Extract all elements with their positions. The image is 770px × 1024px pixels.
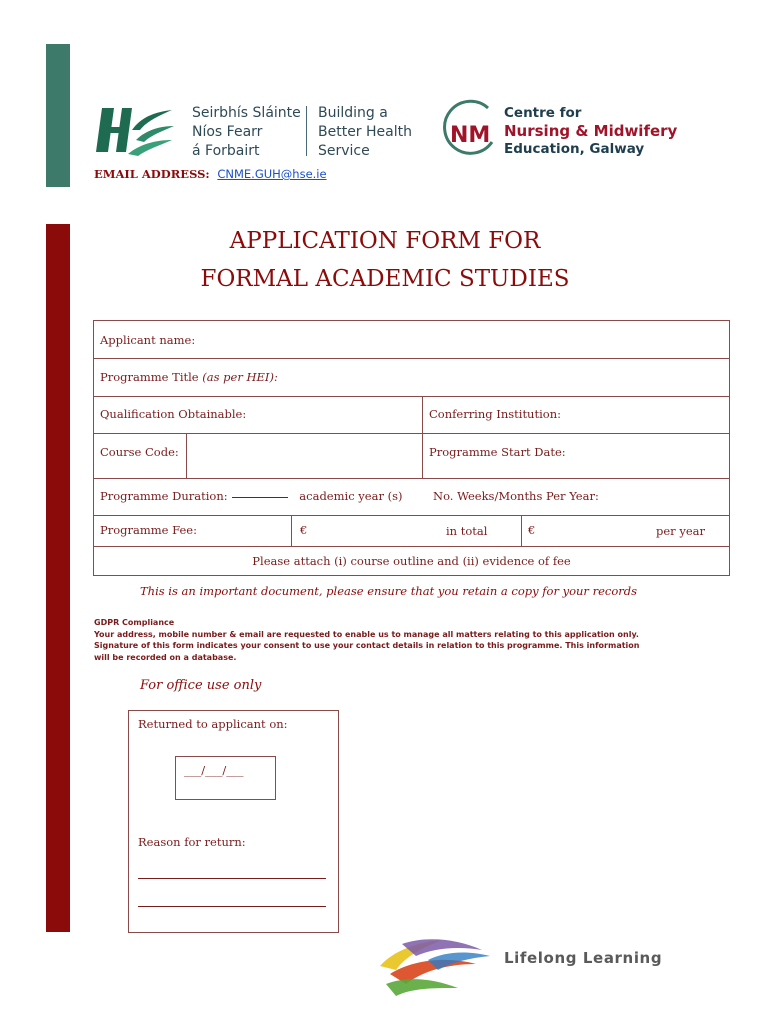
cnme-line: Education, Galway [504,141,645,157]
academic-year-label: academic year (s) [299,489,403,503]
row-divider [94,478,729,479]
row-divider [94,515,729,516]
reason-label: Reason for return: [138,835,246,849]
duration-label: Programme Duration: [100,489,228,503]
attach-instructions: Please attach (i) course outline and (ii) evidence of fee [252,554,571,568]
cnme-line: Nursing & Midwifery [504,122,678,140]
hse-words-line: Service [318,143,370,159]
title-line-2: FORMAL ACADEMIC STUDIES [200,266,570,292]
row-divider [94,546,729,547]
cnme-logo-icon [436,96,500,156]
hse-logo-icon [92,100,176,160]
returned-label: Returned to applicant on: [138,717,288,731]
cnme-name [504,104,677,158]
office-use-label: For office use only [140,678,262,693]
hse-words-line: á Forbairt [192,143,260,159]
hse-words-line: Seirbhís Sláinte [192,105,301,121]
programme-title-note: (as per HEI): [202,370,278,384]
hse-words-line: Níos Fearr [192,124,263,140]
return-date-placeholder: ___/___/___ [184,763,244,777]
return-date-box[interactable] [175,756,276,800]
gdpr-notice [94,617,714,663]
retain-copy-note: This is an important document, please ensure that you retain a copy for your records [140,584,638,598]
reason-line[interactable] [138,878,326,879]
col-divider [422,396,423,478]
programme-title-label: Programme Title [100,370,199,384]
hse-irish-text [192,104,301,161]
hse-english-text [318,104,412,161]
qualification-field[interactable]: Qualification Obtainable: [100,407,247,421]
lifelong-learning-text: Lifelong Learning [504,949,663,967]
title-line-1: APPLICATION FORM FOR [229,228,541,254]
duration-blank[interactable] [232,497,288,498]
course-code-label: Course Code: [100,445,179,459]
euro-symbol: € [300,523,308,537]
row-divider [94,433,729,434]
weeks-per-year-field[interactable]: No. Weeks/Months Per Year: [433,489,599,503]
lifelong-learning-logo-icon [372,930,502,1000]
gdpr-line: will be recorded on a database. [94,652,237,662]
in-total-label: in total [446,524,488,538]
euro-symbol: € [528,523,536,537]
office-use-box [128,710,339,933]
conferring-institution-field[interactable]: Conferring Institution: [429,407,561,421]
gdpr-line: Your address, mobile number & email are requested to enable us to manage all matters relating to this application only. [94,629,639,639]
hse-words-line: Building a [318,105,388,121]
gdpr-heading: GDPR Compliance [94,618,175,627]
programme-title-field[interactable] [100,370,278,384]
programme-fee-label: Programme Fee: [100,523,197,537]
col-divider [186,433,187,478]
row-divider [94,396,729,397]
course-code-input[interactable] [192,439,414,471]
start-date-field[interactable]: Programme Start Date: [429,445,566,459]
hse-divider [306,106,307,156]
cnme-line: Centre for [504,105,582,121]
row-divider [94,358,729,359]
email-link[interactable]: CNME.GUH@hse.ie [217,167,327,181]
email-row [94,167,327,181]
programme-duration-field[interactable] [100,489,402,503]
application-form-table [93,320,730,576]
hse-words-line: Better Health [318,124,412,140]
applicant-name-field[interactable]: Applicant name: [100,333,196,347]
cnme-initials: NM [450,123,491,148]
gdpr-line: Signature of this form indicates your consent to use your contact details in relation to this programme. This information [94,641,640,651]
green-side-bar [46,44,70,187]
page-title [140,222,630,298]
email-label: EMAIL ADDRESS: [94,167,210,181]
reason-line[interactable] [138,906,326,907]
col-divider [521,515,522,546]
col-divider [291,515,292,546]
per-year-label: per year [656,524,705,538]
red-side-bar [46,224,70,932]
